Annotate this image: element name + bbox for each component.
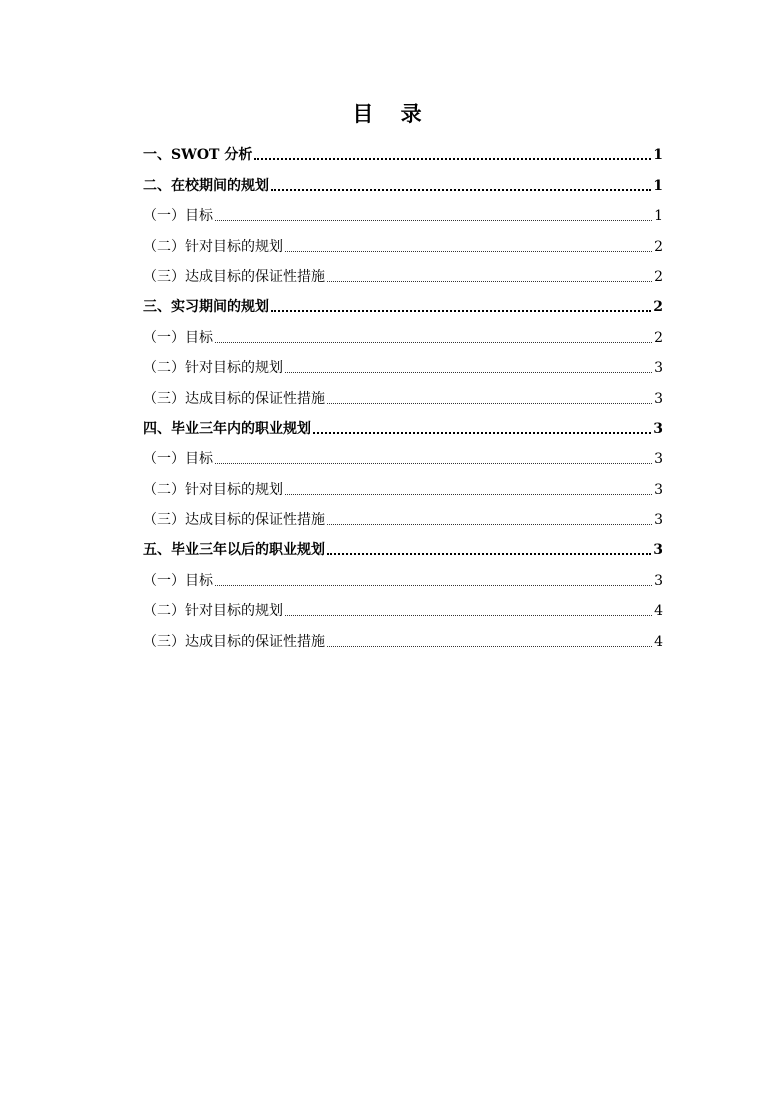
toc-entry-subsection[interactable]	[143, 350, 663, 380]
toc-dot-leader	[327, 646, 652, 647]
toc-page-number: 3	[654, 481, 663, 498]
toc-page-number: 4	[654, 633, 663, 650]
toc-entry-text: （一）目标	[143, 329, 213, 346]
toc-entry-text: （一）目标	[143, 451, 213, 468]
toc-entry-text: （三）达成目标的保证性措施	[143, 390, 325, 407]
toc-dot-leader	[215, 342, 652, 343]
toc-entry-text: （三）达成目标的保证性措施	[143, 633, 325, 650]
toc-dot-leader	[313, 432, 651, 434]
toc-dot-leader	[285, 372, 652, 373]
toc-page-number: 3	[653, 420, 663, 437]
toc-entry-text: 二、在校期间的规划	[143, 177, 269, 194]
toc-page-number: 2	[654, 329, 663, 346]
toc-entry-section[interactable]	[143, 532, 663, 562]
toc-entry-text: （三）达成目标的保证性措施	[143, 512, 325, 529]
toc-entry-subsection[interactable]	[143, 562, 663, 592]
toc-page-number: 2	[653, 299, 663, 316]
toc-dot-leader	[285, 251, 652, 252]
toc-entry-text: （二）针对目标的规划	[143, 238, 283, 255]
toc-entry-text: （一）目标	[143, 572, 213, 589]
toc-dot-leader	[327, 281, 652, 282]
toc-entry-text: （二）针对目标的规划	[143, 481, 283, 498]
toc-dot-leader	[327, 524, 652, 525]
toc-page-number: 3	[654, 390, 663, 407]
toc-page-number: 2	[654, 268, 663, 285]
toc-page-number: 3	[654, 572, 663, 589]
toc-dot-leader	[285, 494, 652, 495]
toc-entry-subsection[interactable]	[143, 380, 663, 410]
toc-page-number: 3	[654, 360, 663, 377]
toc-page-number: 3	[654, 451, 663, 468]
toc-page-number: 4	[654, 603, 663, 620]
toc-dot-leader	[285, 615, 652, 616]
toc-entry-section[interactable]	[143, 411, 663, 441]
toc-entry-subsection[interactable]	[143, 198, 663, 228]
toc-entry-section[interactable]	[143, 167, 663, 197]
toc-dot-leader	[254, 158, 651, 160]
toc-page-number: 3	[654, 512, 663, 529]
toc-entry-section[interactable]	[143, 137, 663, 167]
toc-dot-leader	[327, 553, 651, 555]
toc-dot-leader	[327, 403, 652, 404]
toc-dot-leader	[271, 310, 651, 312]
toc-dot-leader	[215, 585, 652, 586]
toc-entry-subsection[interactable]	[143, 319, 663, 349]
toc-entry-text: 五、毕业三年以后的职业规划	[143, 542, 325, 559]
toc-entry-subsection[interactable]	[143, 441, 663, 471]
toc-entry-text: 一、SWOT 分析	[143, 147, 253, 164]
toc-entry-text: 四、毕业三年内的职业规划	[143, 420, 311, 437]
toc-page-number: 1	[653, 177, 663, 194]
toc-entry-subsection[interactable]	[143, 259, 663, 289]
toc-dot-leader	[215, 463, 652, 464]
toc-entry-subsection[interactable]	[143, 228, 663, 258]
toc-entry-subsection[interactable]	[143, 593, 663, 623]
toc-entry-text: （二）针对目标的规划	[143, 603, 283, 620]
toc-entry-text: 三、实习期间的规划	[143, 299, 269, 316]
toc-entry-subsection[interactable]	[143, 623, 663, 653]
table-of-contents	[143, 137, 663, 654]
toc-entry-subsection[interactable]	[143, 502, 663, 532]
toc-entry-text: （一）目标	[143, 208, 213, 225]
toc-page-number: 1	[654, 208, 663, 225]
toc-page-number: 1	[653, 147, 663, 164]
toc-page-number: 2	[654, 238, 663, 255]
toc-entry-subsection[interactable]	[143, 471, 663, 501]
toc-entry-section[interactable]	[143, 289, 663, 319]
toc-entry-text: （三）达成目标的保证性措施	[143, 268, 325, 285]
toc-dot-leader	[271, 189, 651, 191]
toc-dot-leader	[215, 220, 652, 221]
toc-entry-text: （二）针对目标的规划	[143, 360, 283, 377]
toc-page-number: 3	[653, 542, 663, 559]
toc-title: 目 录	[352, 101, 432, 126]
